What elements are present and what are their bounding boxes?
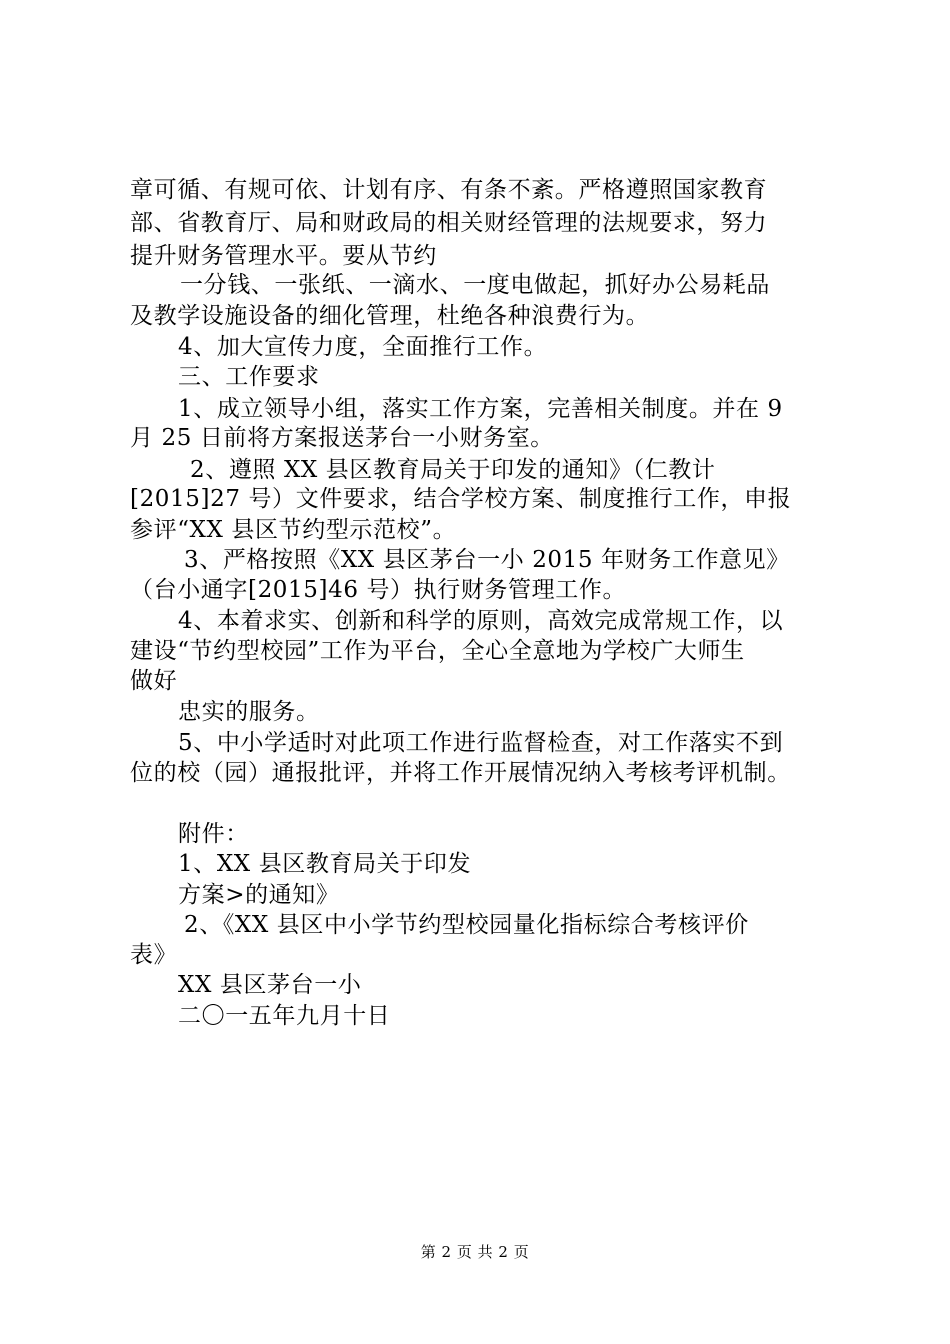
text-line: 二〇一五年九月十日 xyxy=(178,1003,391,1029)
text-line: 及教学设施设备的细化管理，杜绝各种浪费行为。 xyxy=(130,303,650,329)
text-line: 2、《XX 县区中小学节约型校园量化指标综合考核评价 xyxy=(184,912,749,938)
text-line: [2015]27 号）文件要求，结合学校方案、制度推行工作，申报 xyxy=(130,486,792,512)
text-line: 5、中小学适时对此项工作进行监督检查，对工作落实不到 xyxy=(178,730,784,756)
text-line: 位的校（园）通报批评，并将工作开展情况纳入考核考评机制。 xyxy=(130,760,791,786)
text-line: 章可循、有规可依、计划有序、有条不紊。严格遵照国家教育 xyxy=(130,177,768,203)
text-line: 3、严格按照《XX 县区茅台一小 2015 年财务工作意见》 xyxy=(184,547,790,573)
text-line: 月 25 日前将方案报送茅台一小财务室。 xyxy=(130,425,554,451)
text-line: 做好 xyxy=(130,668,178,694)
text-line: 1、XX 县区教育局关于印发 xyxy=(178,851,472,877)
text-line: 4、本着求实、创新和科学的原则，高效完成常规工作，以 xyxy=(178,608,784,634)
text-line: 提升财务管理水平。要从节约 xyxy=(130,243,437,269)
text-line: 参评“XX 县区节约型示范校”。 xyxy=(130,517,457,543)
page-number-footer: 第 2 页 共 2 页 xyxy=(420,1243,530,1261)
text-line: XX 县区茅台一小 xyxy=(178,972,362,998)
text-line: （台小通字[2015]46 号）执行财务管理工作。 xyxy=(130,577,627,603)
text-line: 建设“节约型校园”工作为平台，全心全意地为学校广大师生 xyxy=(130,638,745,664)
text-line: 2、遵照 XX 县区教育局关于印发的通知》（仁教计 xyxy=(190,457,716,483)
text-line: 方案>的通知》 xyxy=(178,882,340,908)
text-line: 一分钱、一张纸、一滴水、一度电做起，抓好办公易耗品 xyxy=(180,272,770,298)
text-line: 1、成立领导小组，落实工作方案，完善相关制度。并在 9 xyxy=(178,396,783,422)
text-line: 忠实的服务。 xyxy=(178,699,320,725)
text-line: 附件： xyxy=(178,821,249,847)
text-line: 表》 xyxy=(130,942,178,968)
text-line: 4、加大宣传力度，全面推行工作。 xyxy=(178,334,548,360)
text-line: 三、工作要求 xyxy=(178,364,320,390)
text-line: 部、省教育厅、局和财政局的相关财经管理的法规要求，努力 xyxy=(130,210,768,236)
